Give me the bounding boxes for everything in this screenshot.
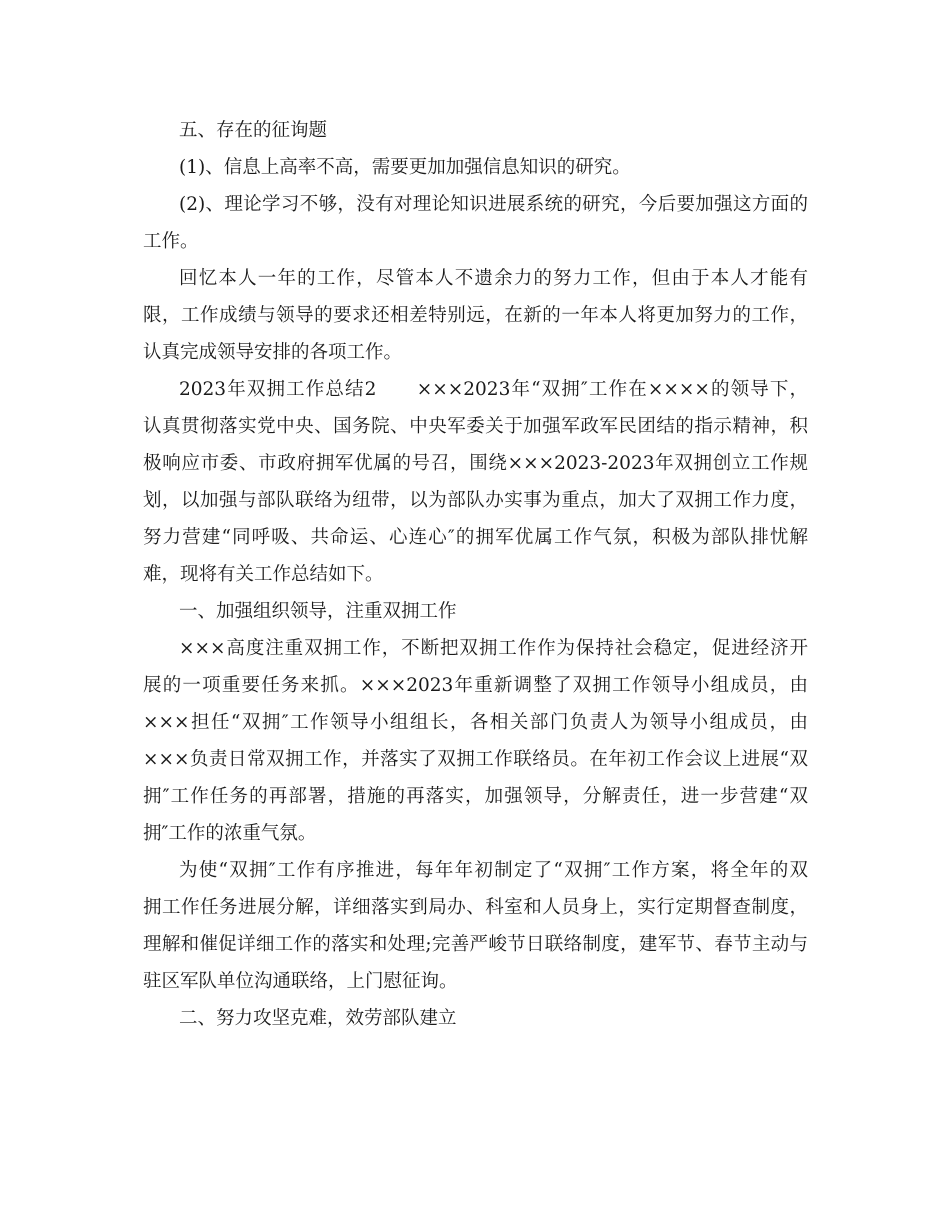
paragraph-line: 划，以加强与部队联络为纽带，以为部队办实事为重点，加大了双拥工作力度， [143,490,808,511]
paragraph-line: ×××高度注重双拥工作，不断把双拥工作作为保持社会稳定，促进经济开 [179,638,808,659]
section-heading: 一、加强组织领导，注重双拥工作 [179,601,457,622]
document-body [143,112,808,1037]
section-heading: 五、存在的征询题 [179,120,328,141]
paragraph-line: (1)、信息上高率不高，需要更加加强信息知识的研究。 [179,157,631,178]
paragraph-line: 拥″工作的浓重气氛。 [143,823,317,844]
paragraph-line: ×××负责日常双拥工作，并落实了双拥工作联络员。在年初工作会议上进展“双 [143,749,808,770]
paragraph-line: (2)、理论学习不够，没有对理论知识进展系统的研究，今后要加强这方面的 [179,194,808,215]
paragraph-line: 限，工作成绩与领导的要求还相差特别远，在新的一年本人将更加努力的工作， [143,305,808,326]
paragraph-line: 拥″工作任务的再部署，措施的再落实，加强领导，分解责任，进一步营建“双 [143,786,808,807]
paragraph-line: 为使“双拥″工作有序推进，每年年初制定了“双拥″工作方案，将全年的双 [179,860,808,881]
paragraph-line: 极响应市委、市政府拥军优属的号召，围绕×××2023-2023年双拥创立工作规 [143,453,808,474]
paragraph-line: 展的一项重要任务来抓。×××2023年重新调整了双拥工作领导小组成员，由 [143,675,808,696]
paragraph-line: 努力营建“同呼吸、共命运、心连心″的拥军优属工作气氛，积极为部队排忧解 [143,527,808,548]
paragraph-line: 拥工作任务进展分解，详细落实到局办、科室和人员身上，实行定期督查制度， [143,897,808,918]
paragraph-line: 难，现将有关工作总结如下。 [143,564,384,585]
paragraph-line: 认真贯彻落实党中央、国务院、中央军委关于加强军政军民团结的指示精神，积 [143,416,808,437]
paragraph-line: 2023年双拥工作总结2 ×××2023年“双拥″工作在××××的领导下， [179,379,808,400]
paragraph-line: 驻区军队单位沟通联络，上门慰征询。 [143,971,458,992]
paragraph-line: ×××担任“双拥″工作领导小组组长，各相关部门负责人为领导小组成员，由 [143,712,808,733]
paragraph-line: 回忆本人一年的工作，尽管本人不遗余力的努力工作，但由于本人才能有 [179,268,808,289]
section-heading: 二、努力攻坚克难，效劳部队建立 [179,1008,457,1029]
paragraph-line: 理解和催促详细工作的落实和处理;完善严峻节日联络制度，建军节、春节主动与 [143,934,808,955]
paragraph-line: 工作。 [143,231,199,252]
paragraph-line: 认真完成领导安排的各项工作。 [143,342,403,363]
